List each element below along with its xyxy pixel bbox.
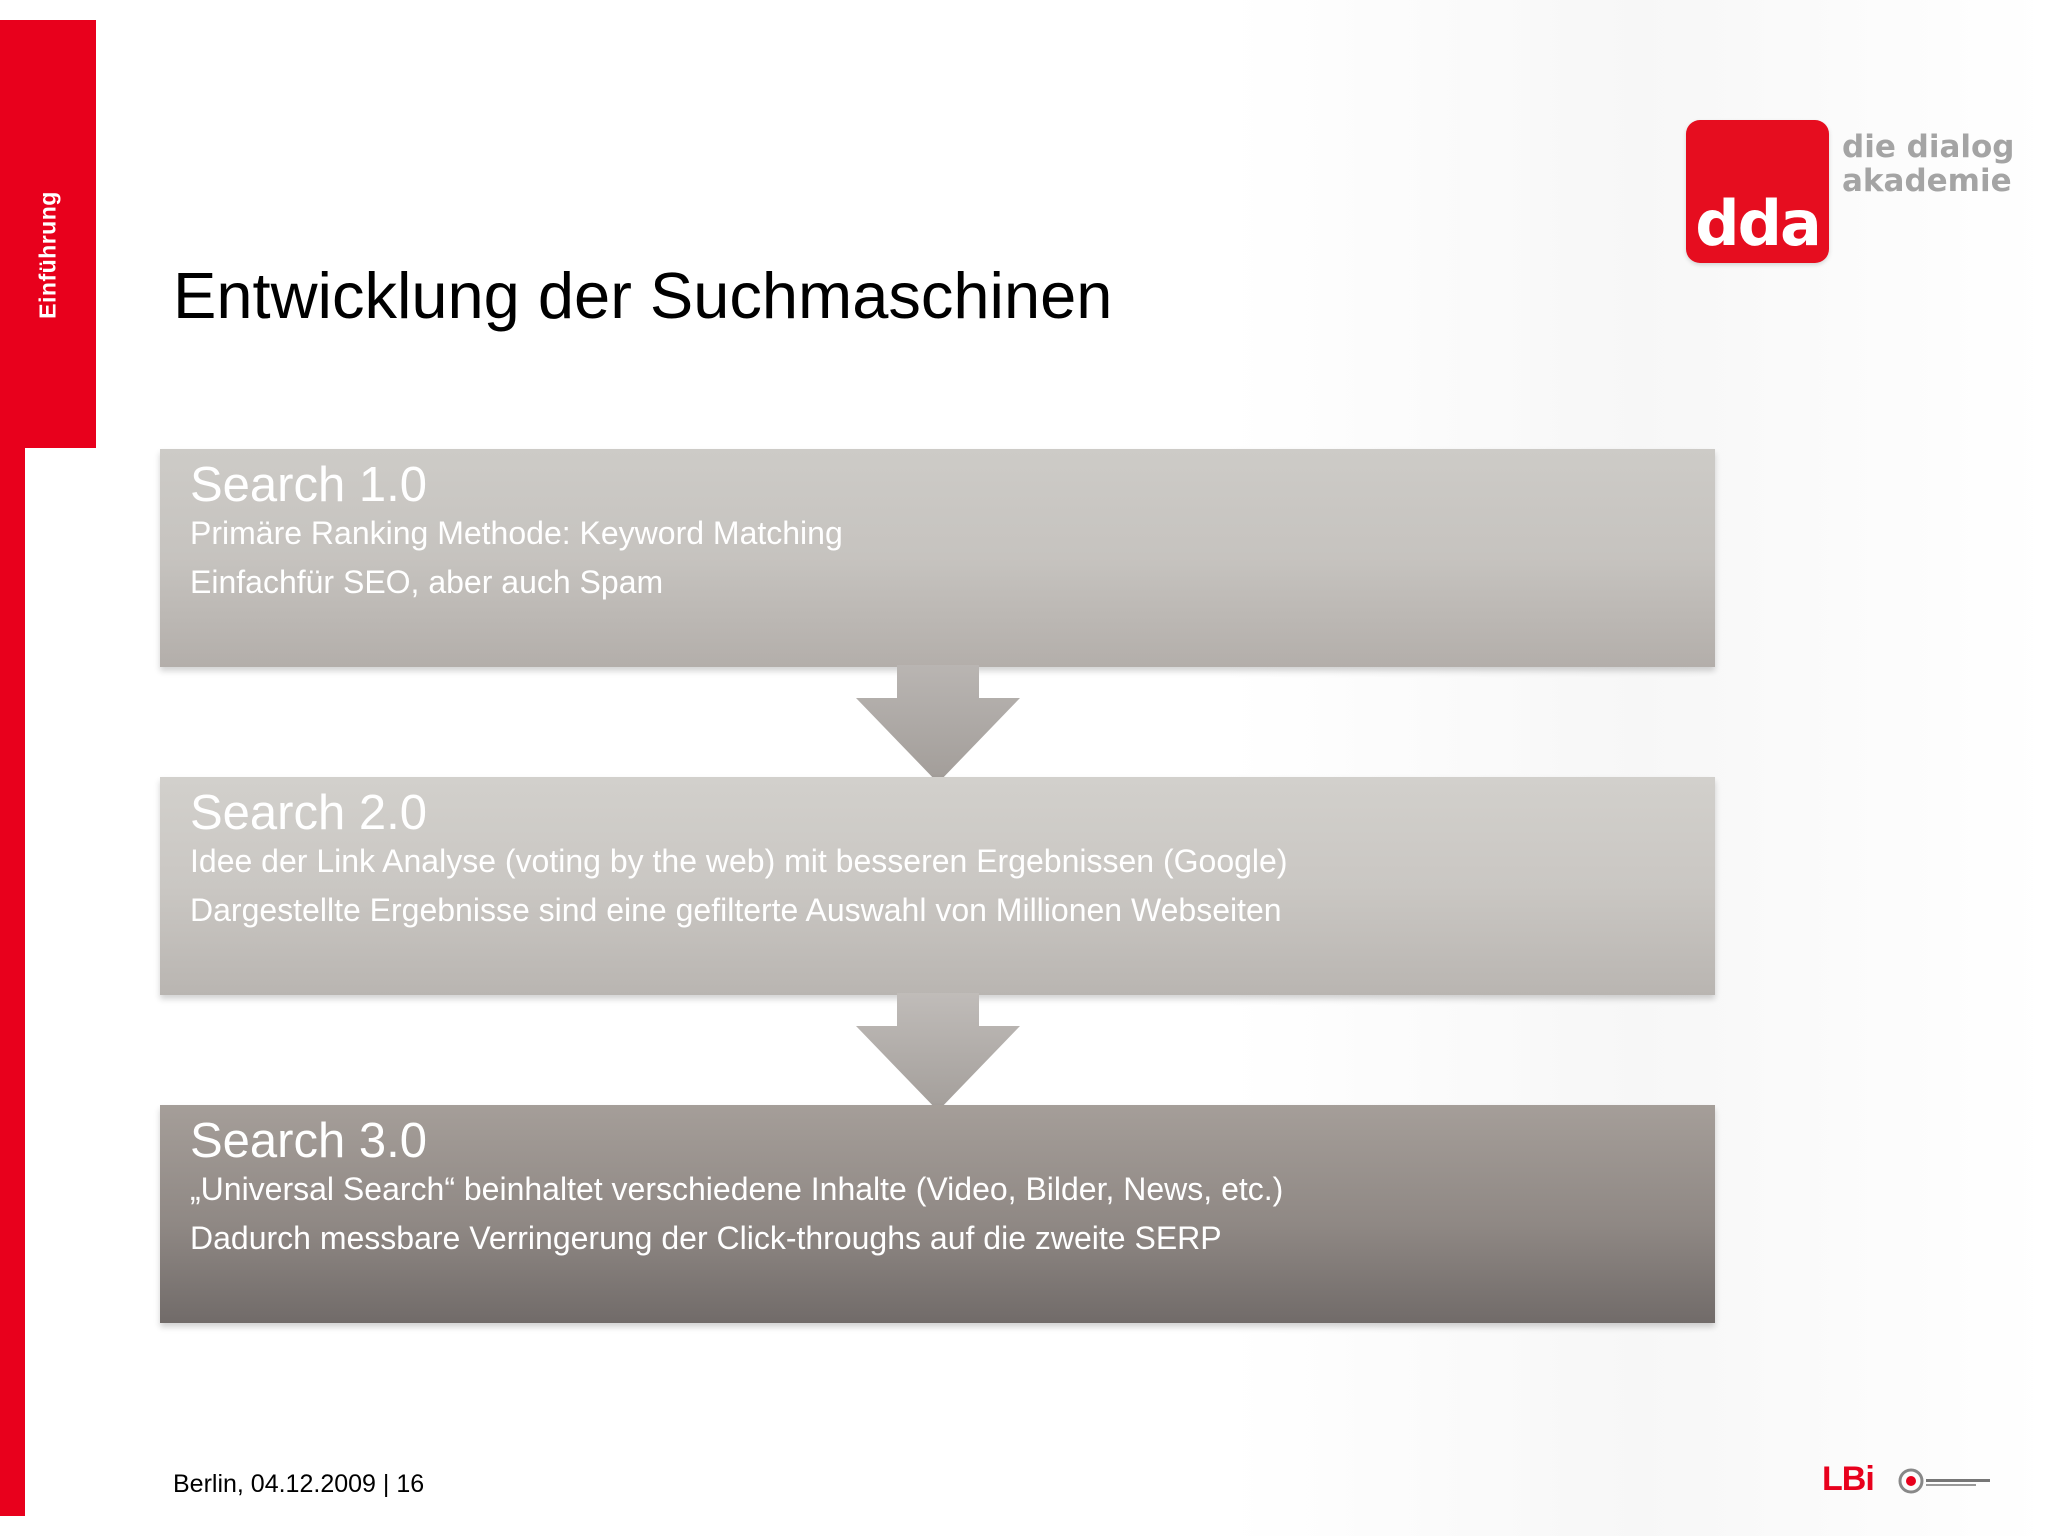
footer-date-page: Berlin, 04.12.2009 | 16 xyxy=(173,1470,425,1498)
dda-logo-mark xyxy=(1686,120,1829,263)
stage-line: Dargestellte Ergebnisse sind eine gefilterte Auswahl von Millionen Webseiten xyxy=(190,892,1282,928)
stage-box-search-1 xyxy=(160,449,1715,667)
down-arrow-icon xyxy=(856,665,1020,783)
section-tab xyxy=(0,20,96,448)
dda-logo-line-1: die dialog xyxy=(1842,129,2015,165)
dda-logo-line-2: akademie xyxy=(1842,163,2012,199)
stage-line: Idee der Link Analyse (voting by the web) mit besseren Ergebnissen (Google) xyxy=(190,843,1288,879)
partner-logo-icon xyxy=(1898,1466,1992,1496)
dda-logo-mark-text: dda xyxy=(1695,187,1820,260)
down-arrow-icon xyxy=(856,993,1020,1111)
lbi-logo xyxy=(1822,1460,1992,1504)
slide-title: Entwicklung der Suchmaschinen xyxy=(173,259,1113,332)
stage-box-search-3 xyxy=(160,1105,1715,1323)
stage-heading: Search 1.0 xyxy=(190,458,427,512)
stage-heading: Search 2.0 xyxy=(190,786,427,840)
section-tab-label: Einführung xyxy=(34,191,61,319)
lbi-logo-text: LBi xyxy=(1822,1460,1874,1498)
stage-heading: Search 3.0 xyxy=(190,1114,427,1168)
stage-line: „Universal Search“ beinhaltet verschiedene Inhalte (Video, Bilder, News, etc.) xyxy=(190,1171,1284,1207)
stage-box-search-2 xyxy=(160,777,1715,995)
dda-logo xyxy=(1686,120,2015,266)
side-accent-bar xyxy=(0,448,25,1516)
stage-line: Dadurch messbare Verringerung der Click-throughs auf die zweite SERP xyxy=(190,1220,1222,1256)
stage-line: Einfachfür SEO, aber auch Spam xyxy=(190,564,664,600)
stage-line: Primäre Ranking Methode: Keyword Matching xyxy=(190,515,843,551)
